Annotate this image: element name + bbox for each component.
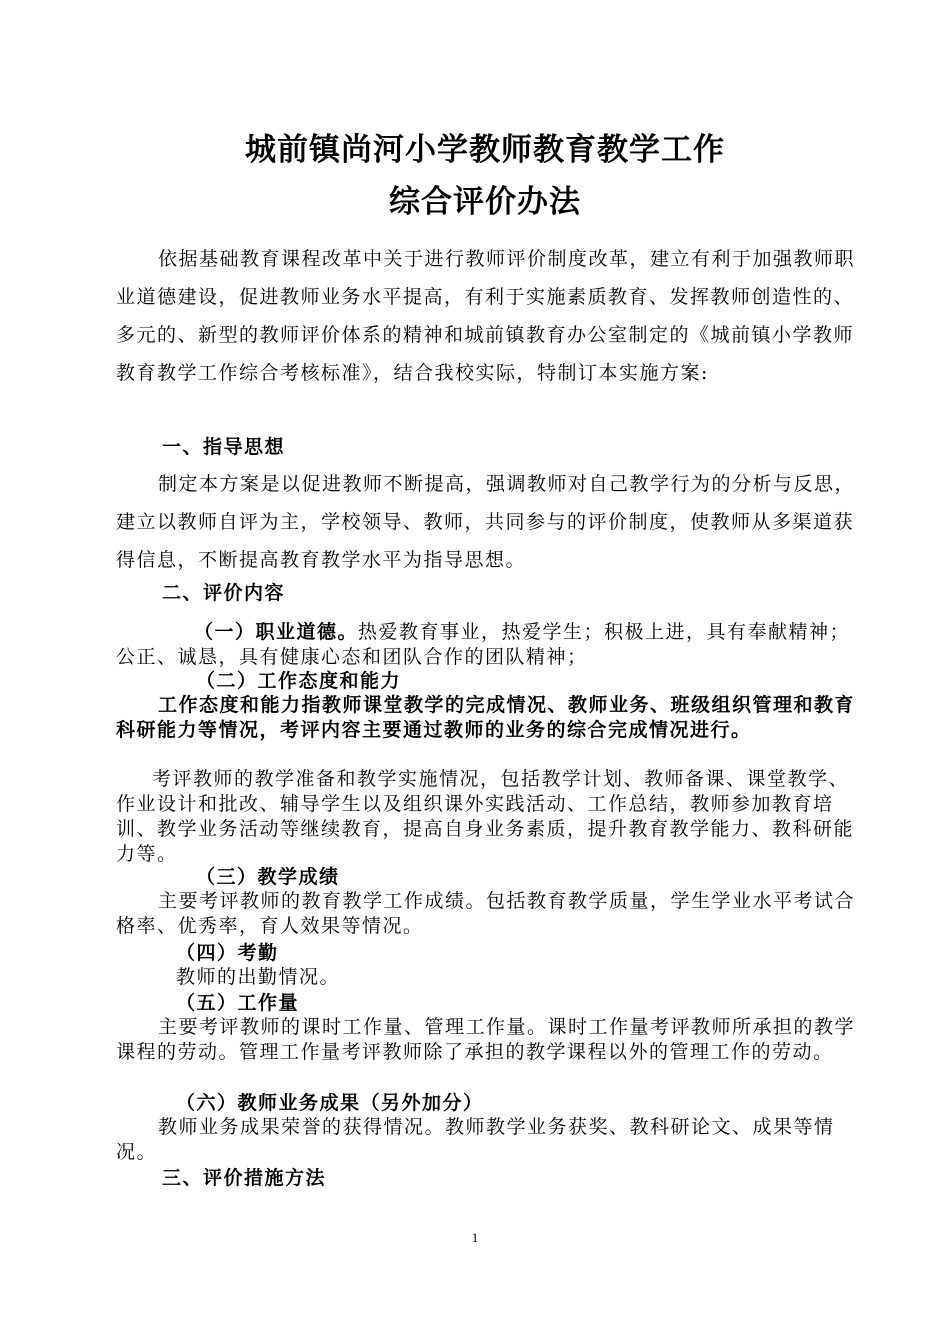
item6-body: 教师业务成果荣誉的获得情况。教师教学业务获奖、教科研论文、成果等情况。 bbox=[116, 1116, 835, 1163]
item6-heading: （六）教师业务成果（另外加分） bbox=[176, 1092, 484, 1114]
item4-body: 教师的出勤情况。 bbox=[176, 966, 341, 988]
section3-heading: 三、评价措施方法 bbox=[162, 1167, 327, 1189]
document-title-line2: 综合评价办法 bbox=[389, 184, 581, 220]
page-number: 1 bbox=[471, 1230, 479, 1245]
item5-heading: （五）工作量 bbox=[176, 992, 300, 1014]
item5-body: 主要考评教师的课时工作量、管理工作量。课时工作量考评教师所承担的教学课程的劳动。管理工作量考评教师除了承担的教学课程以外的管理工作的劳动。 bbox=[116, 1016, 856, 1063]
item1-paragraph bbox=[116, 620, 858, 670]
item2-bold-body: 工作态度和能力指教师课堂教学的完成情况、教师业务、班级组织管理和教育科研能力等情况，考评内容主要通过教师的业务的综合完成情况进行。 bbox=[116, 694, 856, 741]
item1-body: 热爱教育事业，热爱学生；积极上进，具有奉献精神；公正、诚恳，具有健康心态和团队合作的团队精神； bbox=[116, 621, 851, 668]
item4-heading: （四）考勤 bbox=[176, 942, 279, 964]
item2-heading: （二）工作态度和能力 bbox=[196, 670, 402, 692]
section1-heading: 一、指导思想 bbox=[162, 436, 286, 458]
section2-heading: 二、评价内容 bbox=[162, 582, 286, 604]
item3-heading: （三）教学成绩 bbox=[196, 866, 340, 888]
item1-label: （一）职业道德。 bbox=[194, 621, 359, 643]
item3-body: 主要考评教师的教育教学工作成绩。包括教育教学质量，学生学业水平考试合格率、优秀率，育人效果等情况。 bbox=[116, 890, 856, 937]
document-title-line1: 城前镇尚河小学教师教育教学工作 bbox=[245, 132, 725, 168]
section1-body: 制定本方案是以促进教师不断提高，强调教师对自己教学行为的分析与反思，建立以教师自评为主，学校领导、教师，共同参与的评价制度，使教师从多渠道获得信息，不断提高教育教学水平为指导思想。 bbox=[116, 473, 856, 571]
item2-body: 考评教师的教学准备和教学实施情况，包括教学计划、教师备课、课堂教学、作业设计和批改、辅导学生以及组织课外实践活动、工作总结，教师参加教育培训、教学业务活动等继续教育，提高自身业务素质，提升教育教学能力、教科研能力等。 bbox=[116, 768, 855, 865]
intro-paragraph: 依据基础教育课程改革中关于进行教师评价制度改革，建立有利于加强教师职业道德建设，促进教师业务水平提高，有利于实施素质教育、发挥教师创造性的、多元的、新型的教师评价体系的精神和城前镇教育办公室制定的《城前镇小学教师教育教学工作综合考核标准》，结合我校实际，特制订本实施方案: bbox=[116, 248, 856, 384]
